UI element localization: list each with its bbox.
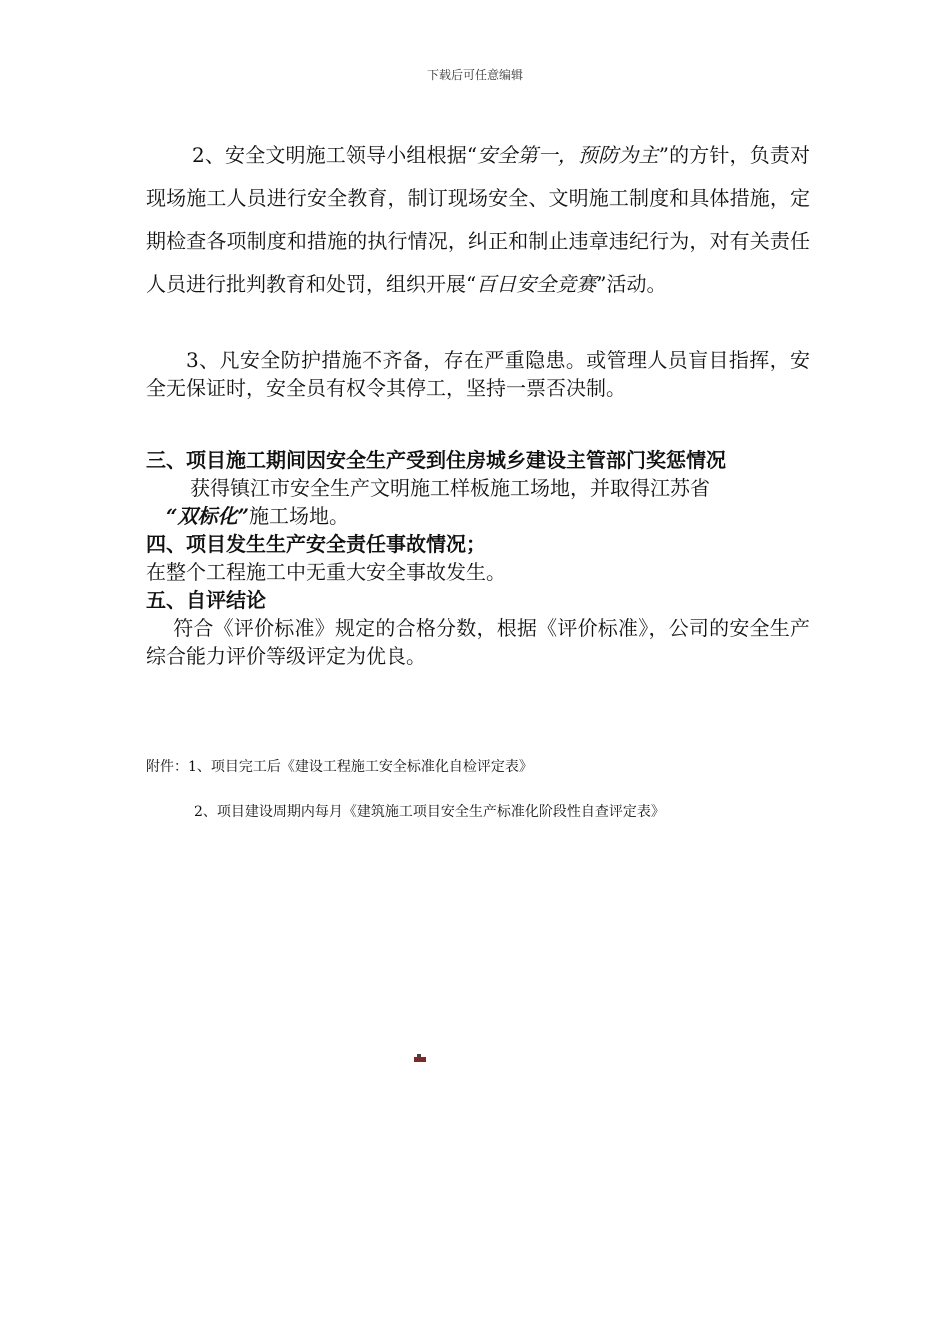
section3-body-lead: 获得镇江市安全生产文明施工样板施工场地，并取得江苏省 — [190, 476, 710, 500]
section5-body-text: 符合《评价标准》规定的合格分数，根据《评价标准》，公司的安全生产综合能力评价等级评定为优良。 — [146, 616, 810, 668]
section4-body: 在整个工程施工中无重大安全事故发生。 — [146, 560, 506, 584]
section4-heading: 四、项目发生生产安全责任事故情况； — [146, 532, 486, 556]
attachment-line-1: 附件：1、项目完工后《建设工程施工安全标准化自检评定表》 — [146, 759, 533, 775]
sections-block — [146, 446, 846, 670]
section5-body — [146, 614, 810, 670]
para1-emphasis-safety-first: 安全第一，预防为主 — [477, 143, 659, 167]
section3-body — [146, 474, 846, 502]
section3-body-emphasis: “双标化” — [166, 504, 250, 528]
para1-middle: ”的方针，负责对现场施工人员进行安全教育，制订现场安全、文明施工制度和具体措施，定期检查各项制度和措施的执行情况，纠正和制止违章违纪行为，对有关责任人员进行批判教育和处罚，组织开展“ — [146, 143, 810, 296]
para1-lead: 2、安全文明施工领导小组根据“ — [192, 143, 478, 167]
small-mark-icon — [414, 1054, 426, 1062]
section3-body-tail: 施工场地。 — [249, 504, 350, 528]
section3-heading: 三、项目施工期间因安全生产受到住房城乡建设主管部门奖惩情况 — [146, 448, 726, 472]
section3-body-line2 — [146, 502, 846, 530]
para1-tail: ”活动。 — [596, 272, 667, 296]
attachment-line-2: 2、项目建设周期内每月《建筑施工项目安全生产标准化阶段性自查评定表》 — [194, 804, 665, 820]
para1-emphasis-competition: 百日安全竞赛 — [476, 272, 597, 296]
para2-text: 3、凡安全防护措施不齐备，存在严重隐患。或管理人员盲目指挥，安全无保证时，安全员有权令其停工，坚持一票否决制。 — [146, 348, 810, 400]
paragraph-veto — [146, 346, 810, 402]
page-header: 下载后可任意编辑 — [426, 68, 523, 82]
section5-heading: 五、自评结论 — [146, 588, 266, 612]
paragraph-leadership-group — [146, 134, 810, 306]
